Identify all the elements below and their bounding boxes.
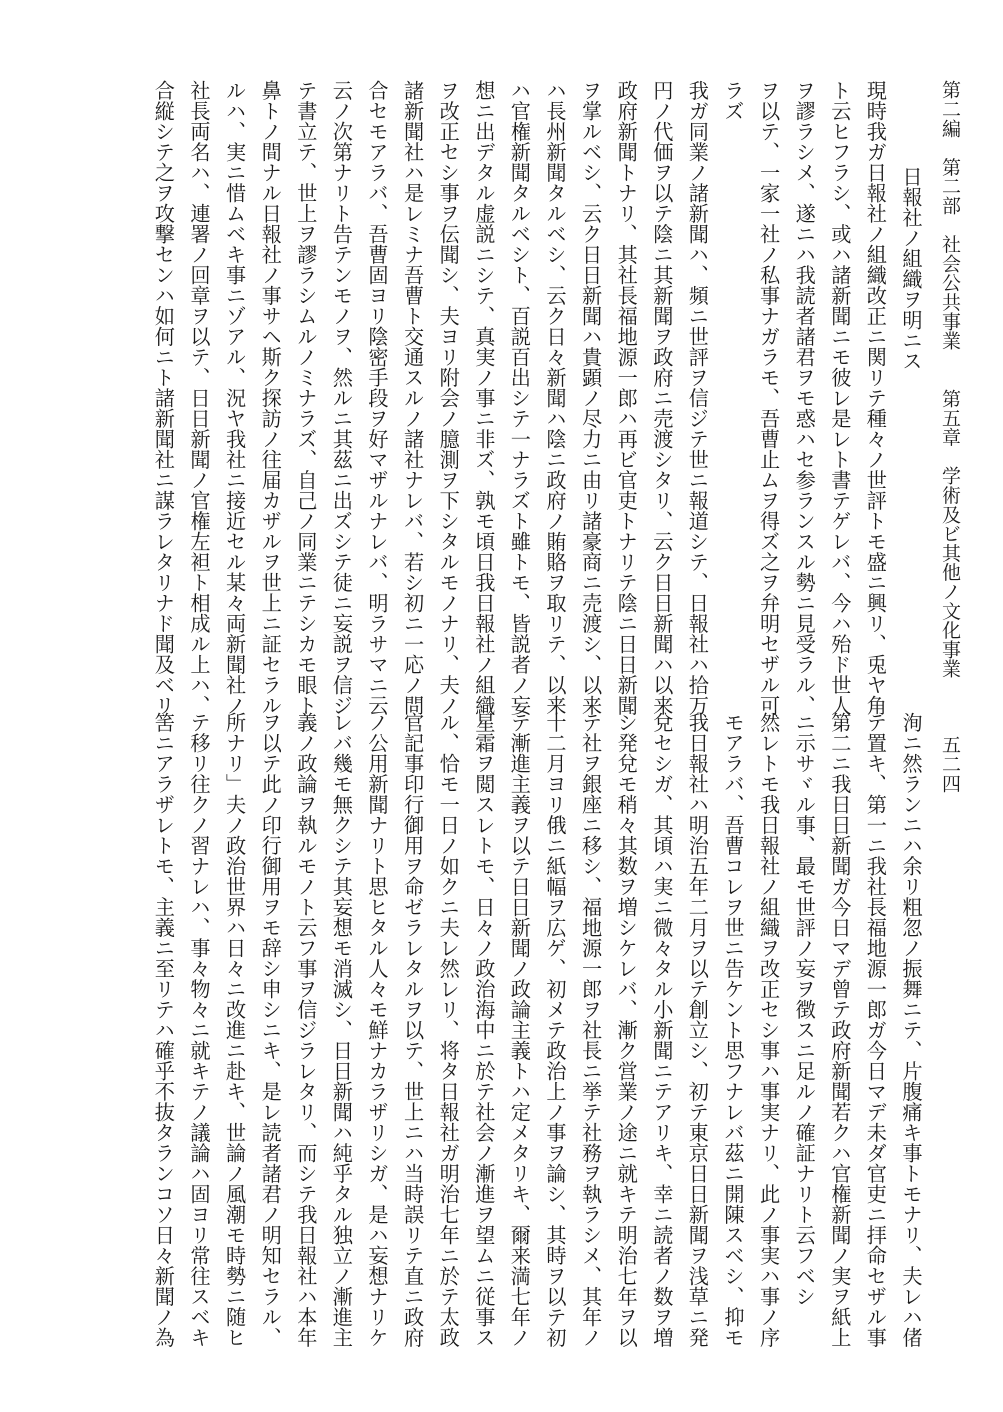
- text-column: モアラバ、吾曹コレヲ世ニ告ケント思フナレバ茲ニ開陳スベシ、抑モ: [721, 712, 745, 1348]
- running-head: 第二編 第二部 社会公共事業 第五章 学術及ビ其他ノ文化事業: [939, 80, 961, 679]
- text-column: 合縦シテ之ヲ攻撃センハ如何ニト諸新聞社ニ謀ラレタリナド聞及ベリ: [151, 80, 176, 716]
- text-column: 我ガ同業ノ諸新聞ハ、頻ニ世評ヲ信ジテ世ニ報道シテ、日報社ハ拾万: [685, 80, 710, 716]
- text-column: 日報社ノ組織ヲ明ニス: [899, 166, 923, 371]
- text-column: 義ノ政論ヲ執ルモノト云フ事ヲ信ジラレタリ、而シテ我日報社ハ本年: [293, 712, 318, 1348]
- text-column: シ発兌モ稍々其数ヲ増シケレバ、漸ク営業ノ途ニ就キテ明治七年ヲ以: [614, 712, 639, 1348]
- text-column: 政府新聞トナリ、其社長福地源一郎ハ再ビ官吏トナリテ陰ニ日日新聞: [614, 80, 639, 716]
- text-column: ヲ掌ルベシ、云ク日日新聞ハ貴顕ノ尽力ニ由リ諸豪商ニ売渡シ、以来: [578, 80, 603, 716]
- text-column: 官記事印行御用ヲ命ゼラレタルヲ以テ、世上ニハ当時誤リテ直ニ政府: [400, 712, 425, 1348]
- text-column: 合セモアラバ、吾曹固ヨリ陰密手段ヲ好マザルナレバ、明ラサマニ云: [365, 80, 389, 716]
- text-column: 円ノ代価ヲ以テ陰ニ其新聞ヲ政府ニ売渡シタリ、云ク日日新聞ハ以来: [649, 80, 674, 716]
- text-column: 想ニ出デタル虚説ニシテ、真実ノ事ニ非ズ、孰モ頃日我日報社ノ組織: [471, 80, 496, 716]
- text-column: 云ノ次第ナリト告テンモノヲ、然ルニ其茲ニ出ズシテ徒ニ妄説ヲ信ジ: [329, 80, 354, 716]
- text-column: ノ公用新聞ナリト思ヒタル人々モ鮮ナカラザリシガ、是ハ妄想ナリケ: [365, 712, 389, 1348]
- text-column: 現時我ガ日報社ノ組織改正ニ関リテ種々ノ世評トモ盛ニ興リ、兎ヤ角: [863, 80, 888, 716]
- text-column: ニ示サヾル事、最モ世評ノ妄ヲ徴スニ足ルノ確証ナリト云フベシ: [792, 712, 817, 1307]
- text-column: 我日報社ハ明治五年二月ヲ以テ創立シ、初テ東京日日新聞ヲ浅草ニ発: [685, 712, 710, 1348]
- text-column: 所ナリ」夫ノ政治世界ハ日々ニ改進ニ赴キ、世論ノ風潮モ時勢ニ随ヒ: [222, 712, 247, 1348]
- text-column: ヲ以テ此ノ印行御用ヲモ辞シ申シニキ、是レ読者諸君ノ明知セラル、: [258, 712, 283, 1348]
- text-column: レバ幾モ無クシテ其妄想モ消滅シ、日日新聞ハ純乎タル独立ノ漸進主: [329, 712, 354, 1348]
- text-column: 星霜ヲ閲スレトモ、日々ノ政治海中ニ於テ社会ノ漸進ヲ望ムニ従事ス: [471, 712, 496, 1348]
- text-column: ト云ヒフラシ、或ハ諸新聞ニモ彼レ是レト書テゲレバ、今ハ殆ド世人: [827, 80, 852, 716]
- text-column: 洵ニ然ランニハ余リ粗忽ノ振舞ニテ、片腹痛キ事トモナリ、夫レハ偖: [899, 712, 923, 1348]
- text-column: 十二月ヨリ俄ニ紙幅ヲ広ゲ、初メテ政治上ノ事ヲ論シ、其時ヲ以テ初: [543, 712, 567, 1348]
- text-column: 第二ニ我日日新聞ガ今日マデ曾テ政府新聞若クハ官権新聞ノ実ヲ紙上: [827, 712, 852, 1348]
- text-column: 諸新聞社ハ是レミナ吾曹ト交通スルノ諸社ナレバ、若シ初ニ一応ノ問: [400, 80, 425, 716]
- text-column: 兌セシガ、其頃ハ実ニ微々タル小新聞ニテアリキ、幸ニ読者ノ数ヲ増: [649, 712, 674, 1348]
- text-column: テ移リ往クノ習ナレハ、事々物々ニ就キテノ議論ハ固ヨリ常往スベキ: [187, 712, 211, 1348]
- text-column: 社長両名ハ、連署ノ回章ヲ以テ、日日新聞ノ官権左袒ト相成ル上ハ、: [187, 80, 211, 716]
- text-column: ヲ改正セシ事ヲ伝聞シ、夫ヨリ附会ノ臆測ヲ下シタルモノナリ、夫ノ: [436, 80, 461, 716]
- text-column: ヲ謬ラシメ、遂ニハ我読者諸君ヲモ惑ハセ参ランスル勢ニ見受ラル、: [792, 80, 817, 716]
- text-column: ヲ以テ、一家一社ノ私事ナガラモ、吾曹止ムヲ得ズ之ヲ弁明セザル可: [756, 80, 781, 716]
- page-number: 五二四: [939, 735, 961, 793]
- text-column: ル、恰モ一日ノ如クニ夫レ然レリ、将タ日報社ガ明治七年ニ於テ太政: [436, 712, 461, 1348]
- text-column: ハ長州新聞タルベシ、云ク日々新聞ハ陰ニ政府ノ賄賂ヲ取リテ、以来: [543, 80, 567, 716]
- text-column: ラズ: [721, 80, 745, 121]
- text-column: 筈ニアラザレトモ、主義ニ至リテハ確乎不抜タランコソ日々新聞ノ為: [151, 712, 176, 1348]
- text-column: 然レトモ我日報社ノ組織ヲ改正セシ事ハ事実ナリ、此ノ事実ハ事ノ序: [756, 712, 781, 1348]
- text-column: テ社ヲ銀座ニ移シ、福地源一郎ヲ社長ニ挙テ社務ヲ執ラシメ、其年ノ: [578, 712, 603, 1348]
- text-column: 鼻トノ間ナル日報社ノ事サヘ斯ク探訪ノ往届カザルヲ世上ニ証セラル: [258, 80, 283, 716]
- text-column: ルハ、実ニ惜ムベキ事ニゾアル、況ヤ我社ニ接近セル某々両新聞社ノ: [222, 80, 247, 716]
- text-column: ハ官権新聞タルベシト、百説百出シテ一ナラズト雖トモ、皆説者ノ妄: [507, 80, 532, 716]
- text-column: テ漸進主義ヲ以テ日日新聞ノ政論主義トハ定メタリキ、爾来満七年ノ: [507, 712, 532, 1348]
- text-column: テ書立テ、世上ヲ謬ラシムルノミナラズ、自己ノ同業ニテシカモ眼ト: [293, 80, 318, 716]
- text-column: テ置キ、第一ニ我社長福地源一郎ガ今日マデ未ダ官吏ニ拝命セザル事: [863, 712, 888, 1348]
